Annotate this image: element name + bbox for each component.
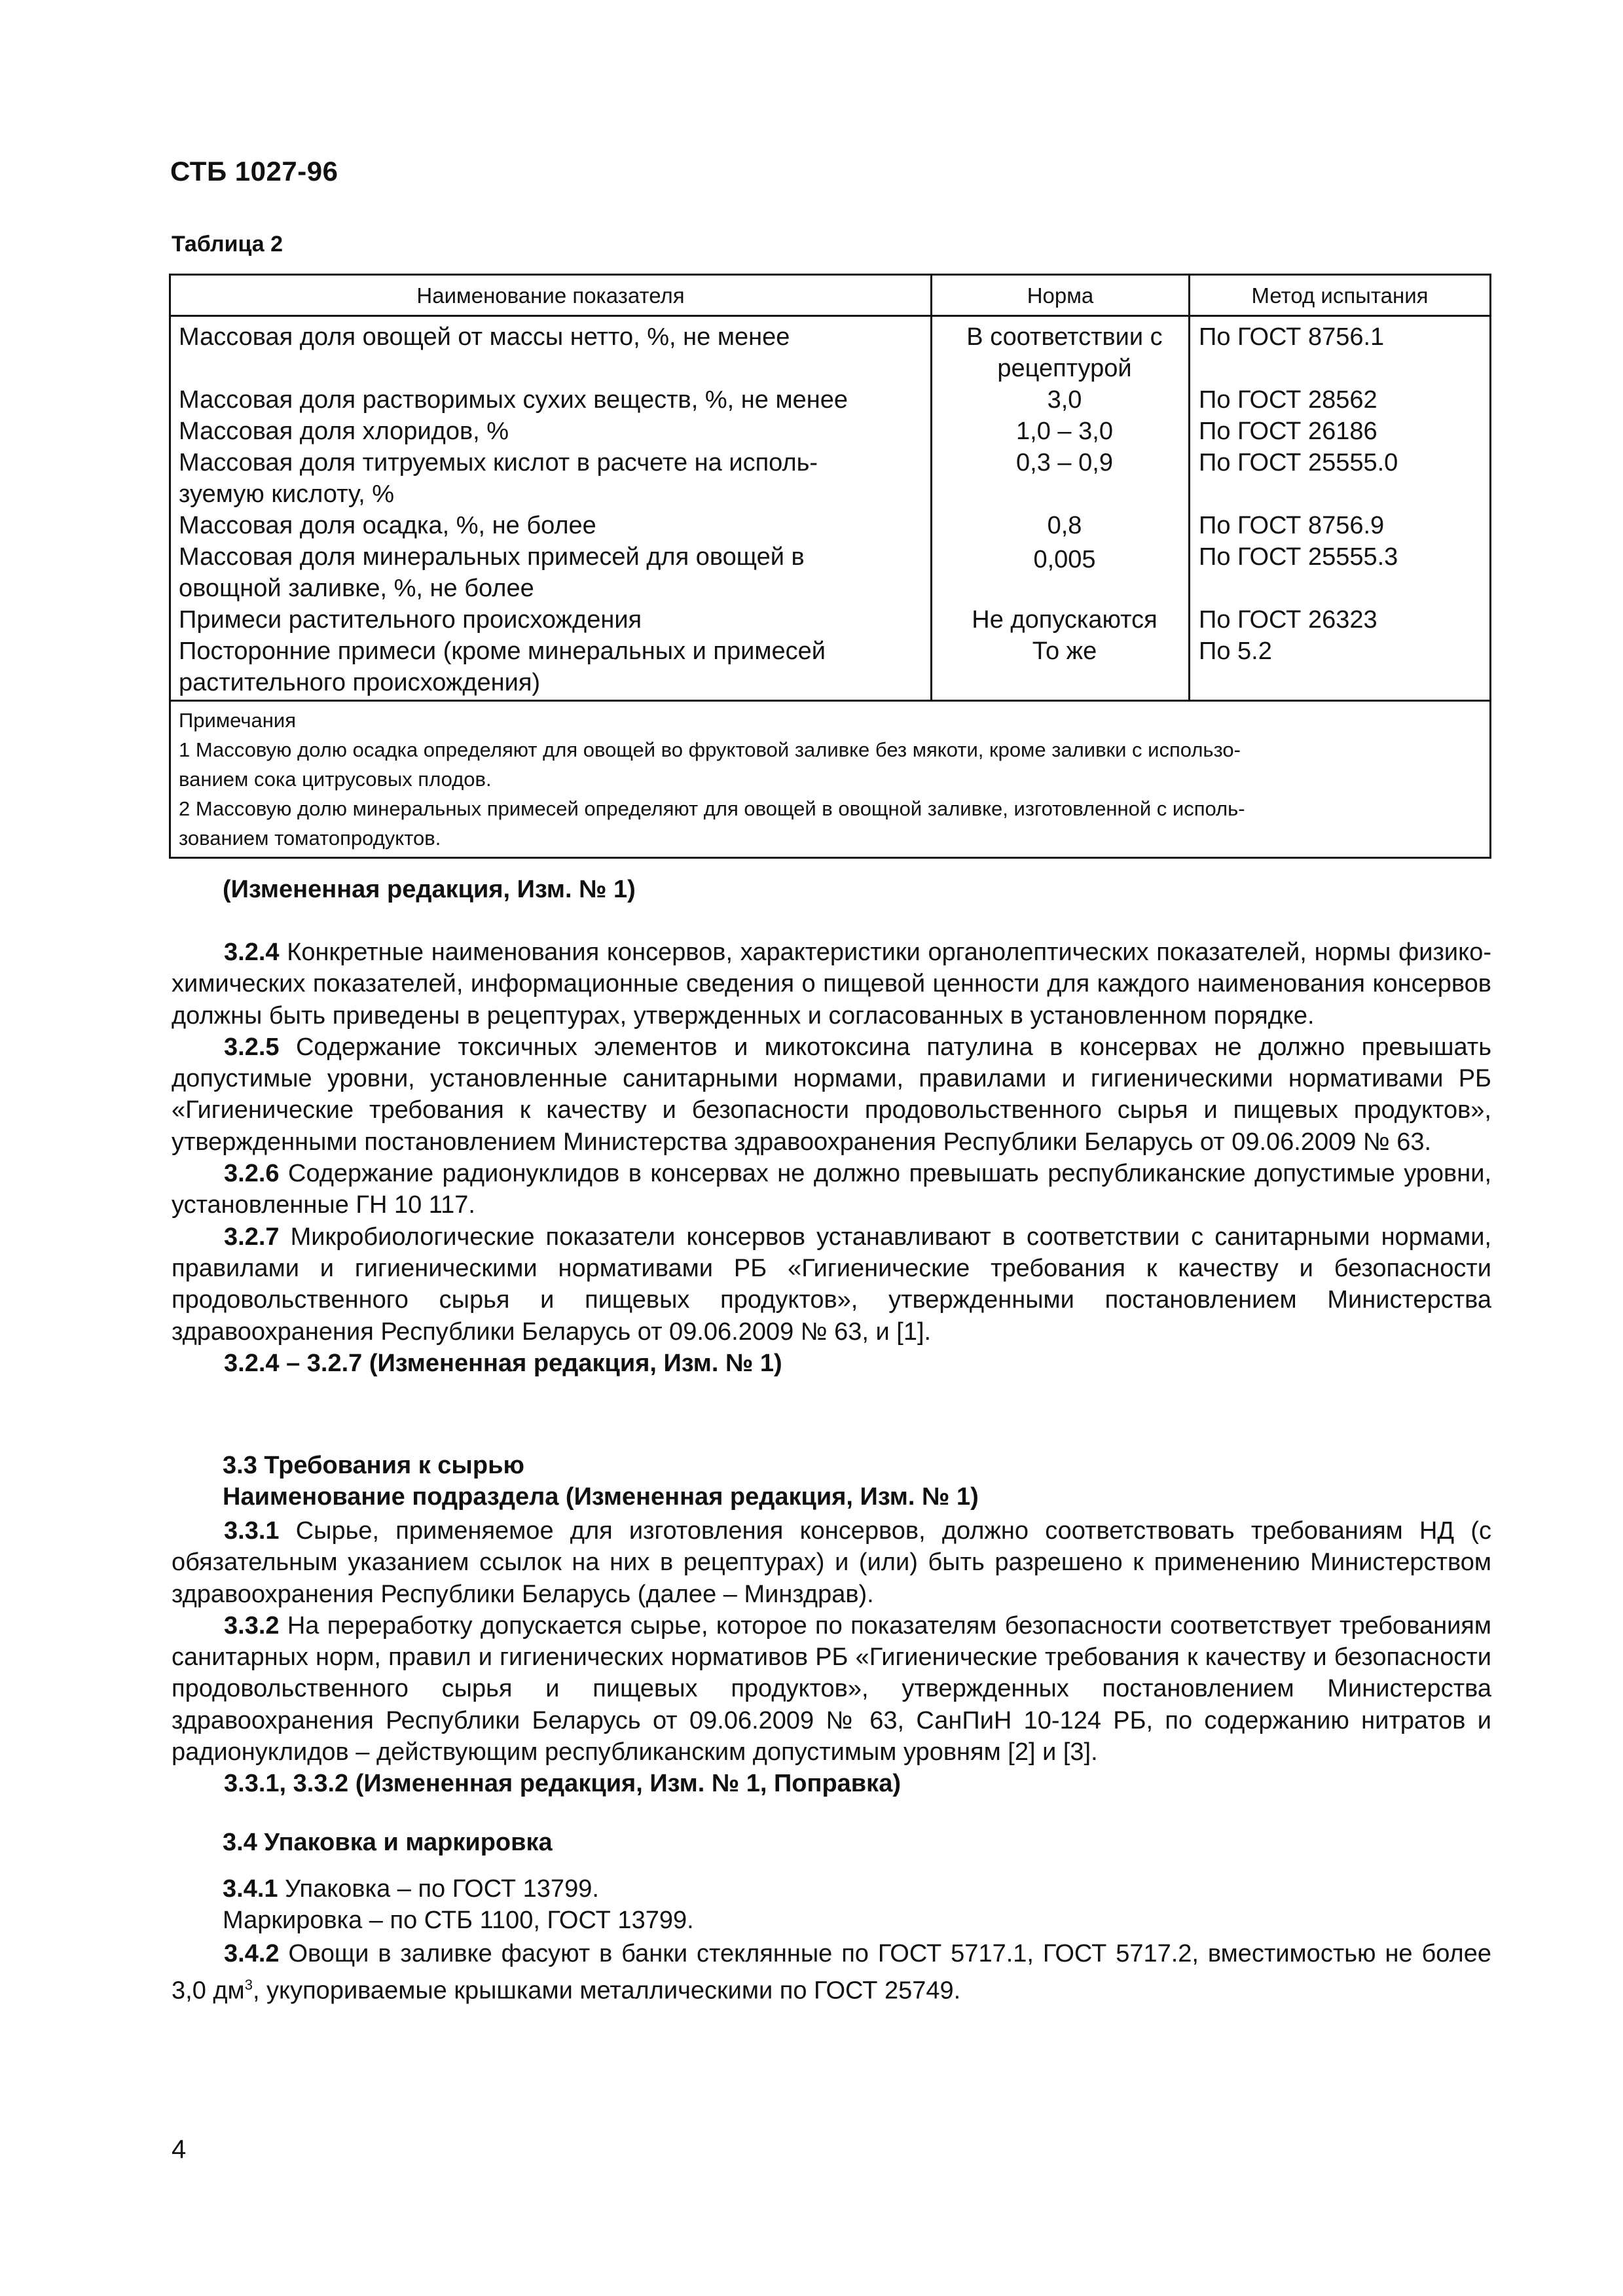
table-row-norm: В соответствии с рецептурой [966,323,1163,382]
column-header-method: Метод испытания [1251,283,1429,308]
table-row-norm: 0,8 [1047,512,1082,539]
section-3-4-title: 3.4 Упаковка и маркировка [223,1829,553,1856]
column-header-name: Наименование показателя [416,283,685,308]
column-header-norm: Норма [1027,283,1094,308]
table-caption: Таблица 2 [172,232,283,257]
table-row-norm: То же [1032,637,1097,665]
clause-3-3-1: 3.3.1 Сырье, применяемое для изготовления консервов, должно соответствовать требованиям НД (с обязательным указанием ссылок на них в рецептурах) и (или) быть разрешено к применению Министерством здравоохранения Республики Беларусь (далее – Минздрав). [172,1517,1491,1608]
clause-3-3-2: 3.3.2 На переработку допускается сырье, которое по показателям безопасности соответствует требованиям санитарных норм, правил и гигиенических нормативов РБ «Гигиенические требования к качеству и безопасности продовольственного сырья и пищевых продуктов», утвержденных постановлением Министерства здравоохранения Республики Беларусь от 09.06.2009 № 63, СанПиН 10-124 РБ, по содержанию нитратов и радионуклидов – действующим республиканским допустимым уровням [2] и [3]. [172,1611,1491,1767]
edition-note: (Измененная редакция, Изм. № 1) [223,876,636,903]
table-row-norm: 0,005 [1033,546,1096,573]
table-row-norm: Не допускаются [972,606,1158,634]
table-row-name: Массовая доля овощей от массы нетто, %, не менее [179,323,790,351]
note-line: 2 Массовую долю минеральных примесей определяют для овощей в овощной заливке, изготовленной с исполь- [179,797,1245,820]
clause-3-2-5: 3.2.5 Содержание токсичных элементов и микотоксина патулина в консервах не должно превышать допустимые уровни, установленные санитарными нормами, правилами и гигиеническими нормативами РБ «Гигиенические требования к качеству и безопасности продовольственного сырья и пищевых продуктов», утвержденными постановлением Министерства здравоохранения Республики Беларусь от 09.06.2009 № 63. [172,1033,1491,1156]
column-divider [1188,276,1190,702]
table-row-name: Массовая доля титруемых кислот в расчете на исполь- зуемую кислоту, % [179,449,818,508]
header-divider [171,315,1489,317]
document-code: СТБ 1027-96 [170,156,338,187]
notes-title: Примечания [179,709,296,732]
note-line: 1 Массовую долю осадка определяют для овощей во фруктовой заливке без мякоти, кроме заливки с использо- [179,738,1241,761]
edition-note: 3.2.4 – 3.2.7 (Измененная редакция, Изм. № 1) [224,1349,782,1377]
table-row-method: По ГОСТ 25555.0 [1199,449,1398,476]
section-3-3-subtitle: Наименование подраздела (Измененная редакция, Изм. № 1) [223,1483,979,1511]
clause-3-2-7: 3.2.7 Микробиологические показатели консервов устанавливают в соответствии с санитарными нормами, правилами и гигиеническими нормативами РБ «Гигиенические требования к качеству и безопасности продовольственного сырья и пищевых продуктов», утвержденными постановлением Министерства здравоохранения Республики Беларусь от 09.06.2009 № 63, и [1]. [172,1223,1491,1346]
clause-3-4-1: 3.4.1 Упаковка – по ГОСТ 13799. [223,1875,599,1903]
table-row-method: По 5.2 [1199,637,1272,665]
notes-divider [171,700,1489,702]
section-3-2 [172,937,1491,1379]
note-line: зованием томатопродуктов. [179,827,441,850]
table-row-method: По ГОСТ 26186 [1199,418,1377,445]
table-notes [179,706,1482,853]
marking-line: Маркировка – по СТБ 1100, ГОСТ 13799. [223,1907,694,1934]
clause-3-2-4: 3.2.4 Конкретные наименования консервов, характеристики органолептических показателей, нормы физико-химических показателей, информационные сведения о пищевой ценности для каждого наименования консервов должны быть приведены в рецептурах, утвержденных и согласованных в установленном порядке. [172,939,1491,1030]
table-2 [169,274,1491,859]
table-row-name: Массовая доля хлоридов, % [179,418,509,445]
table-row-name: Массовая доля минеральных примесей для овощей в овощной заливке, %, не более [179,543,805,602]
table-row-method: По ГОСТ 28562 [1199,386,1377,414]
table-row-norm: 3,0 [1047,386,1082,414]
page-number: 4 [172,2135,187,2164]
table-row-method: По ГОСТ 8756.1 [1199,323,1385,351]
section-3-4 [172,1938,1491,2007]
table-row-name: Массовая доля растворимых сухих веществ, %, не менее [179,386,848,414]
table-row-norm: 1,0 – 3,0 [1016,418,1113,445]
table-row-name: Примеси растительного происхождения [179,606,642,634]
column-divider [930,276,932,702]
clause-3-4-2: 3.4.2 Овощи в заливке фасуют в банки стеклянные по ГОСТ 5717.1, ГОСТ 5717.2, вместимостью не более 3,0 $дм^3$, укупориваемые крышками металлическими по ГОСТ 25749. [172,1940,1491,2005]
table-row-name: Посторонние примеси (кроме минеральных и примесей растительного происхождения) [179,637,826,696]
section-3-3-title: 3.3 Требования к сырью [223,1452,524,1479]
edition-note: 3.3.1, 3.3.2 (Измененная редакция, Изм. № 1, Поправка) [224,1770,901,1798]
table-row-name: Массовая доля осадка, %, не более [179,512,596,539]
table-row-method: По ГОСТ 25555.3 [1199,543,1398,571]
clause-3-2-6: 3.2.6 Содержание радионуклидов в консервах не должно превышать республиканские допустимые уровни, установленные ГН 10 117. [172,1160,1491,1219]
section-3-3 [172,1515,1491,1800]
table-row-method: По ГОСТ 26323 [1199,606,1377,634]
note-line: ванием сока цитрусовых плодов. [179,768,492,791]
table-row-norm: 0,3 – 0,9 [1016,449,1113,476]
table-row-method: По ГОСТ 8756.9 [1199,512,1385,539]
